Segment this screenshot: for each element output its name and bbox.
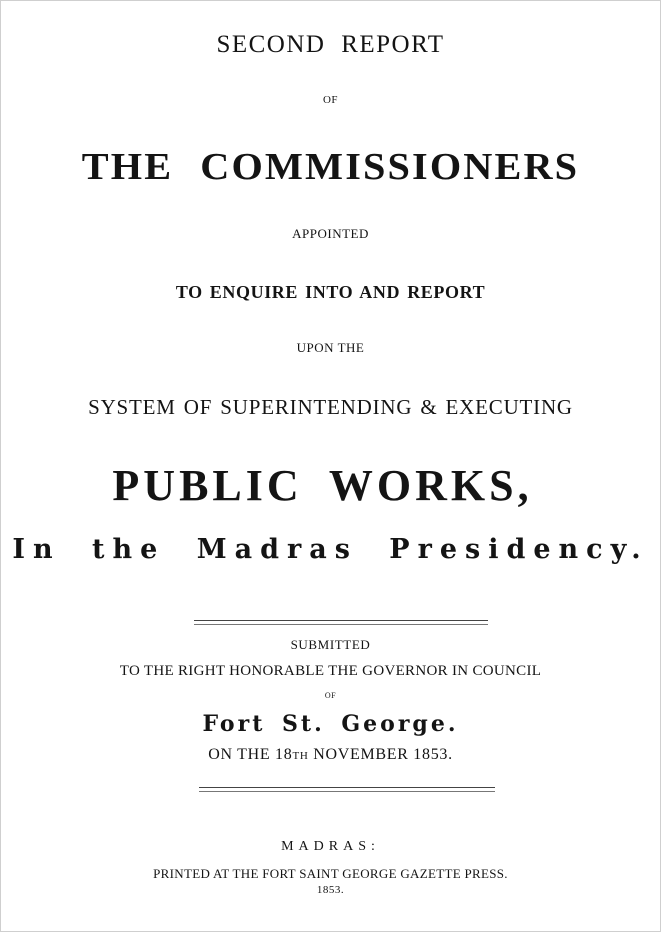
date-suffix: NOVEMBER 1853. (308, 746, 453, 763)
double-rule-bottom (199, 787, 495, 788)
commissioners-title: THE COMMISSIONERS (81, 146, 580, 188)
of-text-1: OF (322, 94, 339, 106)
governor-text: TO THE RIGHT HONORABLE THE GOVERNOR IN COUNCIL (119, 663, 542, 679)
of-text-2: OF (324, 691, 337, 700)
system-text: SYSTEM OF SUPERINTENDING & EXECUTING (88, 395, 573, 419)
presidency-blackletter: In the Madras Presidency. (12, 534, 649, 565)
date-prefix: ON THE 18 (208, 746, 293, 763)
upon-text: UPON THE (296, 340, 365, 355)
public-works-title: PUBLIC WORKS, (112, 461, 533, 510)
submission-date (1, 747, 660, 763)
submitted-text: SUBMITTED (290, 637, 371, 652)
double-rule-top (194, 620, 488, 621)
fort-st-george-blackletter: Fort St. George. (202, 711, 459, 737)
enquire-text: TO ENQUIRE INTO AND REPORT (175, 282, 486, 302)
place-of-printing: MADRAS: (281, 839, 380, 854)
appointed-text: APPOINTED (292, 226, 369, 241)
date-ordinal: TH (292, 750, 309, 762)
printer-text: PRINTED AT THE FORT SAINT GEORGE GAZETTE PRESS. (153, 866, 508, 881)
report-heading: SECOND REPORT (216, 31, 445, 58)
publication-year: 1853. (316, 884, 345, 896)
